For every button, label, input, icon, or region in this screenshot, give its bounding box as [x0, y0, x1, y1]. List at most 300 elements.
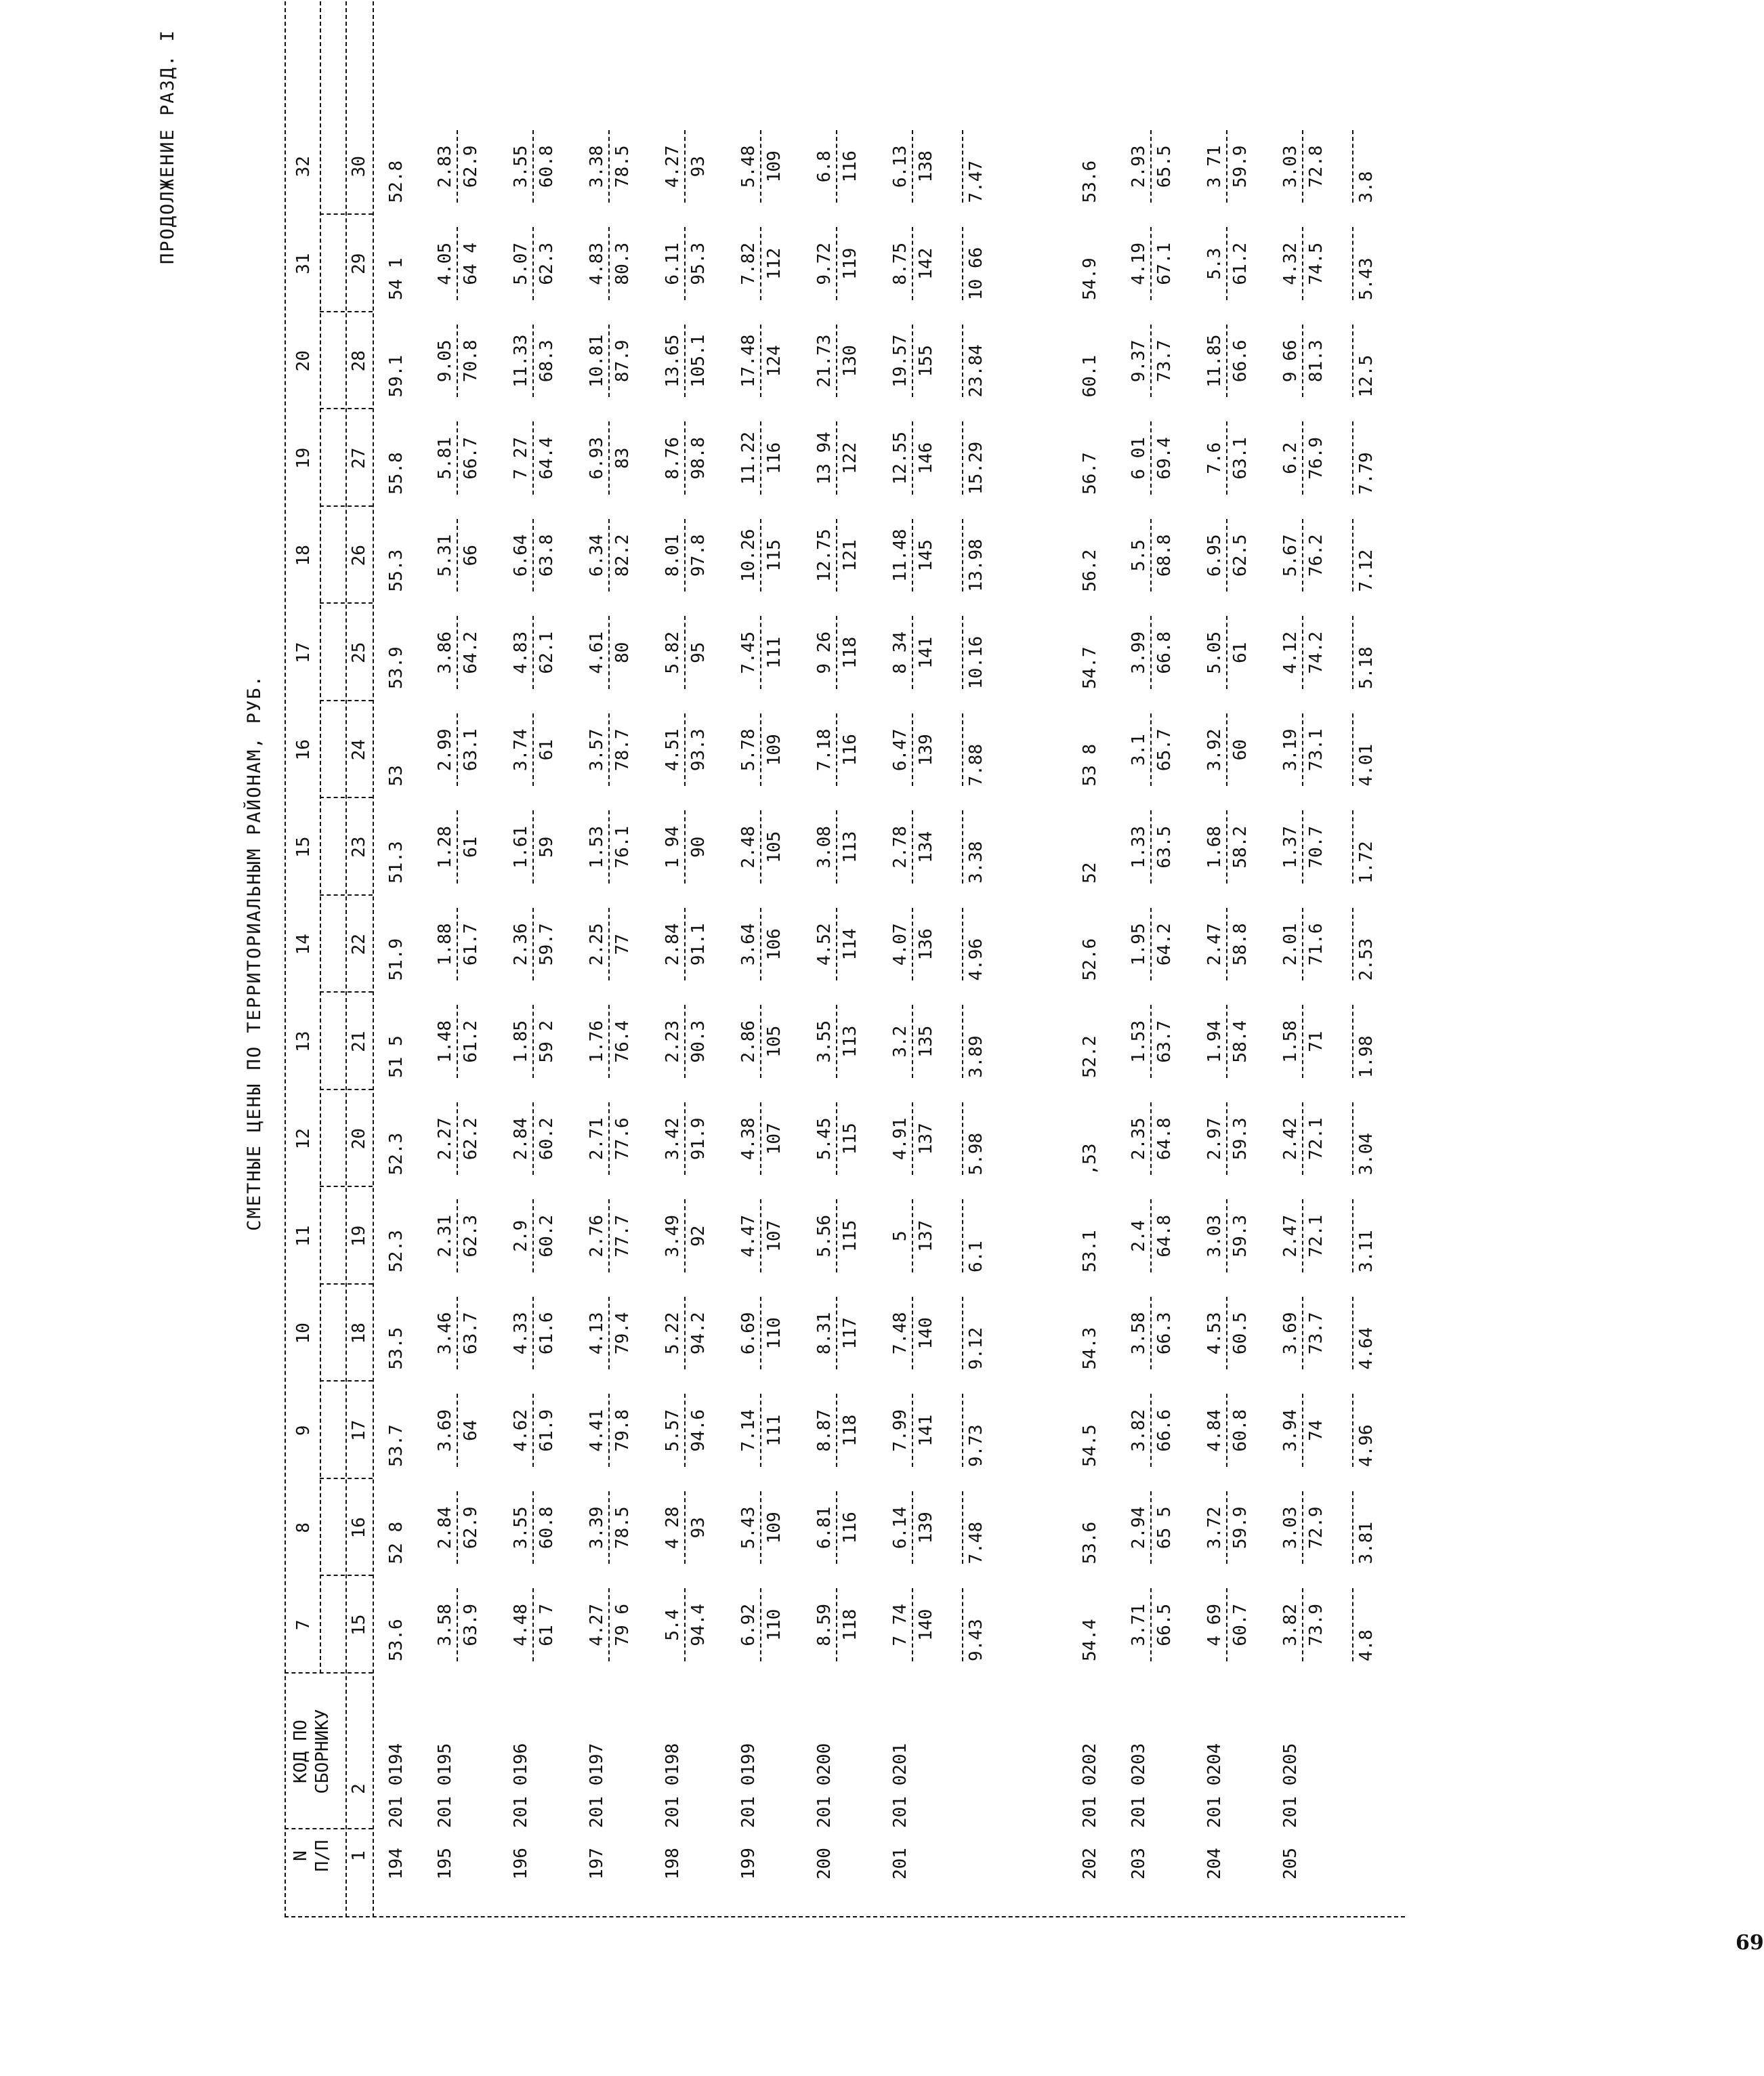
price-cell-numerator: 8.01: [663, 519, 686, 592]
price-cell-denominator: 61.2: [1230, 242, 1251, 285]
price-cell-denominator: 66.5: [1154, 1603, 1175, 1646]
header-top-rule: [285, 0, 286, 1917]
price-cell-denominator: 73.9: [1306, 1603, 1326, 1646]
price-cell-denominator: 58.8: [1230, 923, 1251, 966]
extra-value-rule: [962, 1589, 963, 1662]
price-cell-extra: 3.81: [1356, 1521, 1377, 1564]
price-cell-numerator: 4.52: [814, 908, 837, 981]
price-cell-numerator: 8.87: [814, 1394, 837, 1468]
price-cell-denominator: 65 5: [1154, 1506, 1175, 1550]
rotated-price-table-sheet: [157, 0, 1546, 1917]
price-cell-denominator: 95.3: [688, 242, 709, 285]
price-cell-denominator: 69.4: [1154, 436, 1175, 480]
price-cell-numerator: 5.07: [511, 228, 534, 301]
extra-value-rule: [962, 130, 963, 203]
price-cell-numerator: 3.99: [1129, 617, 1152, 690]
price-cell-denominator: 105.1: [688, 334, 709, 388]
table-left-border: [285, 1916, 1405, 1917]
extra-value-rule: [962, 1102, 963, 1176]
row-number: 203: [1129, 1848, 1149, 1880]
price-cell-numerator: 11.85: [1204, 325, 1227, 398]
price-cell-numerator: 8 34: [890, 617, 913, 690]
price-cell-numerator: 4 28: [663, 1491, 686, 1564]
price-cell-numerator: 4.84: [1204, 1394, 1227, 1468]
extra-value-rule: [962, 1005, 963, 1079]
price-cell-numerator: 2.47: [1280, 1200, 1303, 1273]
price-cell-denominator: 65.7: [1154, 728, 1175, 772]
header-column-divider: [320, 505, 373, 507]
price-cell-denominator: 61: [537, 739, 557, 761]
price-cell-denominator: 74.2: [1306, 631, 1326, 674]
header-column-divider: [320, 797, 373, 799]
extra-value-rule: [962, 519, 963, 592]
price-cell: 55.8: [386, 452, 406, 495]
price-cell-extra: 5.43: [1356, 257, 1377, 300]
extra-value-rule: [1352, 228, 1353, 301]
price-cell-extra: 9.73: [966, 1424, 986, 1467]
price-cell-denominator: 134: [916, 831, 936, 863]
price-cell-denominator: 116: [840, 734, 860, 766]
header-column-divider: [320, 1381, 373, 1382]
price-cell-denominator: 63.7: [1154, 1020, 1175, 1063]
price-cell: 59.1: [386, 354, 406, 398]
row-code: 201 0198: [663, 1743, 683, 1828]
price-cell-denominator: 73.7: [1154, 339, 1175, 383]
price-cell-denominator: 76.1: [612, 825, 633, 869]
price-cell-numerator: 4.27: [587, 1589, 610, 1662]
header-district-code: 12: [293, 1128, 314, 1150]
price-cell: 55.3: [386, 549, 406, 592]
price-cell-numerator: 3.42: [663, 1102, 686, 1176]
header-divider-n: [285, 1828, 373, 1829]
price-cell-denominator: 66.6: [1154, 1409, 1175, 1452]
header-n-label: N: [291, 1850, 311, 1861]
price-cell-numerator: 9.05: [435, 325, 458, 398]
price-cell-denominator: 62.3: [461, 1214, 481, 1258]
price-cell-denominator: 113: [840, 1025, 860, 1058]
price-cell-denominator: 77.6: [612, 1117, 633, 1161]
row-number: 194: [386, 1848, 406, 1880]
price-cell-numerator: 2.76: [587, 1200, 610, 1273]
price-cell-denominator: 63.8: [537, 534, 557, 577]
price-cell-numerator: 7.99: [890, 1394, 913, 1468]
extra-value-rule: [962, 1297, 963, 1370]
price-cell-numerator: 2.23: [663, 1005, 686, 1079]
price-cell-denominator: 83: [612, 447, 633, 469]
price-cell-denominator: 113: [840, 831, 860, 863]
price-cell-denominator: 62.3: [537, 242, 557, 285]
header-column-divider: [320, 992, 373, 993]
price-cell-numerator: 9.37: [1129, 325, 1152, 398]
price-cell-numerator: 4.33: [511, 1297, 534, 1370]
extra-value-rule: [962, 228, 963, 301]
price-cell-denominator: 135: [916, 1025, 936, 1058]
header-column-divider: [320, 894, 373, 896]
row-code: 201 0194: [386, 1743, 406, 1828]
header-mid-rule: [320, 0, 321, 1674]
price-cell-denominator: 140: [916, 1608, 936, 1641]
extra-value-rule: [1352, 713, 1353, 787]
header-column-number: 22: [349, 934, 369, 955]
price-cell-denominator: 77: [612, 934, 633, 955]
price-cell-numerator: 6.34: [587, 519, 610, 592]
price-cell-denominator: 61.7: [461, 923, 481, 966]
price-cell-numerator: 4.62: [511, 1394, 534, 1468]
price-cell-denominator: 63.1: [461, 728, 481, 772]
price-cell-numerator: 3 71: [1204, 130, 1227, 203]
price-cell-denominator: 64.8: [1154, 1214, 1175, 1258]
price-cell: 53: [386, 765, 406, 787]
header-district-code: 20: [293, 350, 314, 372]
price-cell-denominator: 74: [1306, 1419, 1326, 1441]
price-cell-numerator: 3.69: [1280, 1297, 1303, 1370]
price-cell-extra: 7.47: [966, 160, 986, 203]
row-number: 195: [435, 1848, 455, 1880]
price-cell-denominator: 121: [840, 539, 860, 572]
price-cell-denominator: 65.5: [1154, 145, 1175, 188]
header-district-code: 9: [293, 1425, 314, 1436]
price-cell-denominator: 80.3: [612, 242, 633, 285]
row-code: 201 0204: [1204, 1743, 1225, 1828]
price-cell-denominator: 61.6: [537, 1312, 557, 1355]
price-cell-denominator: 77.7: [612, 1214, 633, 1258]
price-cell-denominator: 81.3: [1306, 339, 1326, 383]
extra-value-rule: [1352, 130, 1353, 203]
row-code: 201 0202: [1080, 1743, 1100, 1828]
price-cell-numerator: 2.36: [511, 908, 534, 981]
price-cell-denominator: 130: [840, 345, 860, 377]
header-column-number: 15: [349, 1614, 369, 1636]
price-cell: 60.1: [1080, 354, 1100, 398]
price-cell-numerator: 3.03: [1204, 1200, 1227, 1273]
price-cell-numerator: 5.22: [663, 1297, 686, 1370]
price-cell-denominator: 146: [916, 442, 936, 474]
header-column-number: 20: [349, 1128, 369, 1150]
price-cell-extra: 5.18: [1356, 646, 1377, 689]
header-column-divider: [320, 409, 373, 410]
price-cell-numerator: 3.82: [1280, 1589, 1303, 1662]
price-cell-numerator: 1.37: [1280, 811, 1303, 884]
price-cell-numerator: 4.32: [1280, 228, 1303, 301]
header-district-code: 31: [293, 253, 314, 274]
price-cell-denominator: 79.8: [612, 1409, 633, 1452]
price-cell-denominator: 79 6: [612, 1603, 633, 1646]
extra-value-rule: [962, 422, 963, 495]
price-cell-denominator: 110: [764, 1608, 784, 1641]
header-column-divider: [320, 1575, 373, 1577]
header-district-code: 16: [293, 739, 314, 761]
price-cell-numerator: 2.83: [435, 130, 458, 203]
extra-value-rule: [962, 811, 963, 884]
price-cell-denominator: 98.8: [688, 436, 709, 480]
header-district-code: 7: [293, 1619, 314, 1631]
extra-value-rule: [1352, 1297, 1353, 1370]
price-cell-numerator: 4.27: [663, 130, 686, 203]
price-cell-numerator: 6.2: [1280, 422, 1303, 495]
price-cell-numerator: 7.82: [738, 228, 761, 301]
price-cell-numerator: 2.31: [435, 1200, 458, 1273]
price-cell-extra: 1.98: [1356, 1035, 1377, 1078]
price-cell-numerator: 2.99: [435, 713, 458, 787]
price-cell-numerator: 11.48: [890, 519, 913, 592]
extra-value-rule: [962, 713, 963, 787]
price-cell-numerator: 5.05: [1204, 617, 1227, 690]
price-cell-denominator: 93.3: [688, 728, 709, 772]
page-number: 69: [1736, 1931, 1764, 1955]
table-title: СМЕТНЫЕ ЦЕНЫ ПО ТЕРРИТОРИАЛЬНЫМ РАЙОНАМ, РУБ.: [244, 674, 265, 1231]
price-cell-numerator: 12.75: [814, 519, 837, 592]
price-cell-numerator: 1.53: [1129, 1005, 1152, 1079]
header-column-divider: [320, 603, 373, 604]
extra-value-rule: [962, 908, 963, 981]
row-number: 202: [1080, 1848, 1100, 1880]
price-cell-numerator: 1 94: [663, 811, 686, 884]
price-cell-denominator: 66.3: [1154, 1312, 1175, 1355]
row-number: 201: [890, 1848, 910, 1880]
price-cell-extra: 7.88: [966, 743, 986, 787]
price-cell-numerator: 4.53: [1204, 1297, 1227, 1370]
price-cell-numerator: 5.82: [663, 617, 686, 690]
extra-value-rule: [1352, 1200, 1353, 1273]
row-code: 201 0196: [511, 1743, 531, 1828]
price-cell: 53 8: [1080, 743, 1100, 787]
price-cell-denominator: 94.4: [688, 1603, 709, 1646]
price-cell: 52 8: [386, 1521, 406, 1564]
header-district-code: 32: [293, 156, 314, 178]
price-cell-denominator: 64.8: [1154, 1117, 1175, 1161]
price-cell-numerator: 2.48: [738, 811, 761, 884]
extra-value-rule: [1352, 1589, 1353, 1662]
price-cell-denominator: 70.7: [1306, 825, 1326, 869]
price-cell-denominator: 93: [688, 1517, 709, 1539]
price-cell-denominator: 76.4: [612, 1020, 633, 1063]
header-column-number: 24: [349, 739, 369, 761]
price-cell-denominator: 139: [916, 734, 936, 766]
price-cell-numerator: 3.82: [1129, 1394, 1152, 1468]
price-cell-numerator: 2.01: [1280, 908, 1303, 981]
price-cell-numerator: 3.69: [435, 1394, 458, 1468]
price-cell-numerator: 3.19: [1280, 713, 1303, 787]
price-cell-extra: 6.1: [966, 1241, 986, 1272]
header-column-divider: [320, 1283, 373, 1285]
price-cell-denominator: 66.8: [1154, 631, 1175, 674]
price-cell-extra: 1.72: [1356, 841, 1377, 884]
price-cell-denominator: 62.2: [461, 1117, 481, 1161]
price-cell: 54.7: [1080, 646, 1100, 689]
price-cell-numerator: 5.67: [1280, 519, 1303, 592]
price-cell-denominator: 80: [612, 642, 633, 663]
price-cell-extra: 9.12: [966, 1327, 986, 1370]
header-district-code: 8: [293, 1522, 314, 1533]
price-cell-denominator: 78.5: [612, 145, 633, 188]
row-code: 201 0203: [1129, 1743, 1149, 1828]
price-cell-numerator: 2.84: [435, 1491, 458, 1564]
price-cell-denominator: 60.2: [537, 1214, 557, 1258]
price-cell-extra: 9.43: [966, 1619, 986, 1661]
price-cell-extra: 3.38: [966, 841, 986, 884]
price-cell-numerator: 1.58: [1280, 1005, 1303, 1079]
header-column-number: 18: [349, 1323, 369, 1344]
header-column-divider: [320, 700, 373, 701]
price-cell-denominator: 59.9: [1230, 145, 1251, 188]
price-cell-numerator: 7.6: [1204, 422, 1227, 495]
header-column-number: 25: [349, 642, 369, 663]
price-cell-numerator: 7.48: [890, 1297, 913, 1370]
price-cell-numerator: 1.85: [511, 1005, 534, 1079]
price-cell-denominator: 64.4: [537, 436, 557, 480]
price-cell-denominator: 66.7: [461, 436, 481, 480]
price-cell-denominator: 119: [840, 247, 860, 280]
header-column-divider: [320, 1186, 373, 1188]
price-cell-numerator: 6.81: [814, 1491, 837, 1564]
row-number: 200: [814, 1848, 835, 1880]
price-cell-numerator: 3.55: [814, 1005, 837, 1079]
price-cell-denominator: 61.2: [461, 1020, 481, 1063]
price-cell-denominator: 59.3: [1230, 1117, 1251, 1161]
price-cell-denominator: 87.9: [612, 339, 633, 383]
price-cell-numerator: 2.25: [587, 908, 610, 981]
price-cell-denominator: 61.9: [537, 1409, 557, 1452]
price-cell-denominator: 93: [688, 156, 709, 178]
price-cell-denominator: 106: [764, 928, 784, 961]
header-bottom-rule: [373, 0, 374, 1917]
price-cell-extra: 7.48: [966, 1521, 986, 1564]
price-cell-numerator: 1.61: [511, 811, 534, 884]
price-cell-numerator: 5.45: [814, 1102, 837, 1176]
price-cell-numerator: 7.45: [738, 617, 761, 690]
price-cell-numerator: 2.4: [1129, 1200, 1152, 1273]
price-cell-numerator: 6.13: [890, 130, 913, 203]
price-cell-numerator: 17.48: [738, 325, 761, 398]
price-cell-numerator: 8.31: [814, 1297, 837, 1370]
price-cell-numerator: 6.69: [738, 1297, 761, 1370]
extra-value-rule: [1352, 811, 1353, 884]
header-column-divider: [320, 214, 373, 215]
price-cell-numerator: 1.33: [1129, 811, 1152, 884]
price-cell-numerator: 2.35: [1129, 1102, 1152, 1176]
header-column-number: 30: [349, 156, 369, 178]
extra-value-rule: [1352, 1491, 1353, 1564]
price-cell-numerator: 3.49: [663, 1200, 686, 1273]
price-cell-numerator: 9 26: [814, 617, 837, 690]
price-cell: 53.6: [1080, 160, 1100, 203]
header-district-code: 17: [293, 642, 314, 663]
price-cell-denominator: 115: [840, 1123, 860, 1155]
price-cell-extra: 10 66: [966, 247, 986, 300]
price-cell-numerator: 4.07: [890, 908, 913, 981]
price-cell-denominator: 76.2: [1306, 534, 1326, 577]
price-cell-numerator: 4.38: [738, 1102, 761, 1176]
header-col-index-1: 1: [349, 1850, 369, 1861]
price-cell-numerator: 4.41: [587, 1394, 610, 1468]
price-cell-denominator: 60.8: [537, 145, 557, 188]
row-code: 201 0200: [814, 1743, 835, 1828]
price-cell-numerator: 3.92: [1204, 713, 1227, 787]
price-cell-numerator: 3.1: [1129, 713, 1152, 787]
price-cell-numerator: 3.03: [1280, 1491, 1303, 1564]
price-cell-denominator: 60.5: [1230, 1312, 1251, 1355]
price-cell-denominator: 118: [840, 1608, 860, 1641]
price-cell-denominator: 59.9: [1230, 1506, 1251, 1550]
header-column-number: 16: [349, 1517, 369, 1539]
price-cell: 54 1: [386, 257, 406, 300]
price-cell-extra: 4.01: [1356, 743, 1377, 787]
price-cell-denominator: 73.1: [1306, 728, 1326, 772]
header-district-code: 10: [293, 1323, 314, 1344]
price-cell-numerator: 3.2: [890, 1005, 913, 1079]
price-cell-denominator: 142: [916, 247, 936, 280]
price-cell-denominator: 63.9: [461, 1603, 481, 1646]
price-cell-numerator: 2.84: [663, 908, 686, 981]
price-cell-denominator: 71: [1306, 1031, 1326, 1052]
price-cell-denominator: 59.7: [537, 923, 557, 966]
price-cell: 53.6: [386, 1619, 406, 1661]
price-cell-denominator: 95: [688, 642, 709, 663]
price-cell-denominator: 137: [916, 1123, 936, 1155]
price-cell-numerator: 5.56: [814, 1200, 837, 1273]
price-cell-denominator: 72.8: [1306, 145, 1326, 188]
price-cell-numerator: 9.72: [814, 228, 837, 301]
price-cell: 51.3: [386, 841, 406, 884]
extra-value-rule: [1352, 1005, 1353, 1079]
extra-value-rule: [962, 1394, 963, 1468]
price-cell-denominator: 111: [764, 1414, 784, 1447]
price-cell-numerator: 4.19: [1129, 228, 1152, 301]
price-cell-denominator: 118: [840, 636, 860, 669]
price-cell-denominator: 67.1: [1154, 242, 1175, 285]
price-cell-denominator: 116: [764, 442, 784, 474]
price-cell-denominator: 137: [916, 1220, 936, 1252]
header-column-number: 27: [349, 447, 369, 469]
price-cell: 54.4: [1080, 1619, 1100, 1661]
price-cell-numerator: 3.08: [814, 811, 837, 884]
price-cell: 52.2: [1080, 1035, 1100, 1078]
price-cell-numerator: 6.92: [738, 1589, 761, 1662]
price-cell-denominator: 138: [916, 150, 936, 183]
price-cell-numerator: 4.13: [587, 1297, 610, 1370]
header-column-divider: [320, 311, 373, 312]
price-cell-denominator: 82.2: [612, 534, 633, 577]
header-column-number: 17: [349, 1419, 369, 1441]
header-district-code: 19: [293, 447, 314, 469]
header-column-number: 23: [349, 836, 369, 858]
price-cell-numerator: 2.97: [1204, 1102, 1227, 1176]
price-cell-numerator: 2.71: [587, 1102, 610, 1176]
price-cell-numerator: 2.42: [1280, 1102, 1303, 1176]
price-cell-denominator: 111: [764, 636, 784, 669]
price-cell-extra: 2.53: [1356, 938, 1377, 981]
price-cell-numerator: 13 94: [814, 422, 837, 495]
price-cell-denominator: 64.2: [1154, 923, 1175, 966]
price-cell-numerator: 1.76: [587, 1005, 610, 1079]
price-cell-denominator: 68.3: [537, 339, 557, 383]
price-cell-denominator: 92: [688, 1225, 709, 1247]
price-cell-denominator: 72.1: [1306, 1214, 1326, 1258]
price-cell-extra: 4.96: [966, 938, 986, 981]
price-cell-denominator: 61: [461, 836, 481, 858]
price-cell-numerator: 6.8: [814, 130, 837, 203]
price-cell-numerator: 3.72: [1204, 1491, 1227, 1564]
price-cell-denominator: 141: [916, 1414, 936, 1447]
price-cell-numerator: 1.53: [587, 811, 610, 884]
row-number: 198: [663, 1848, 683, 1880]
extra-value-rule: [1352, 1394, 1353, 1468]
price-cell: 54.3: [1080, 1327, 1100, 1370]
header-column-number: 26: [349, 545, 369, 566]
price-cell-numerator: 3.71: [1129, 1589, 1152, 1662]
price-cell-denominator: 62.5: [1230, 534, 1251, 577]
price-cell-extra: 3.11: [1356, 1230, 1377, 1272]
